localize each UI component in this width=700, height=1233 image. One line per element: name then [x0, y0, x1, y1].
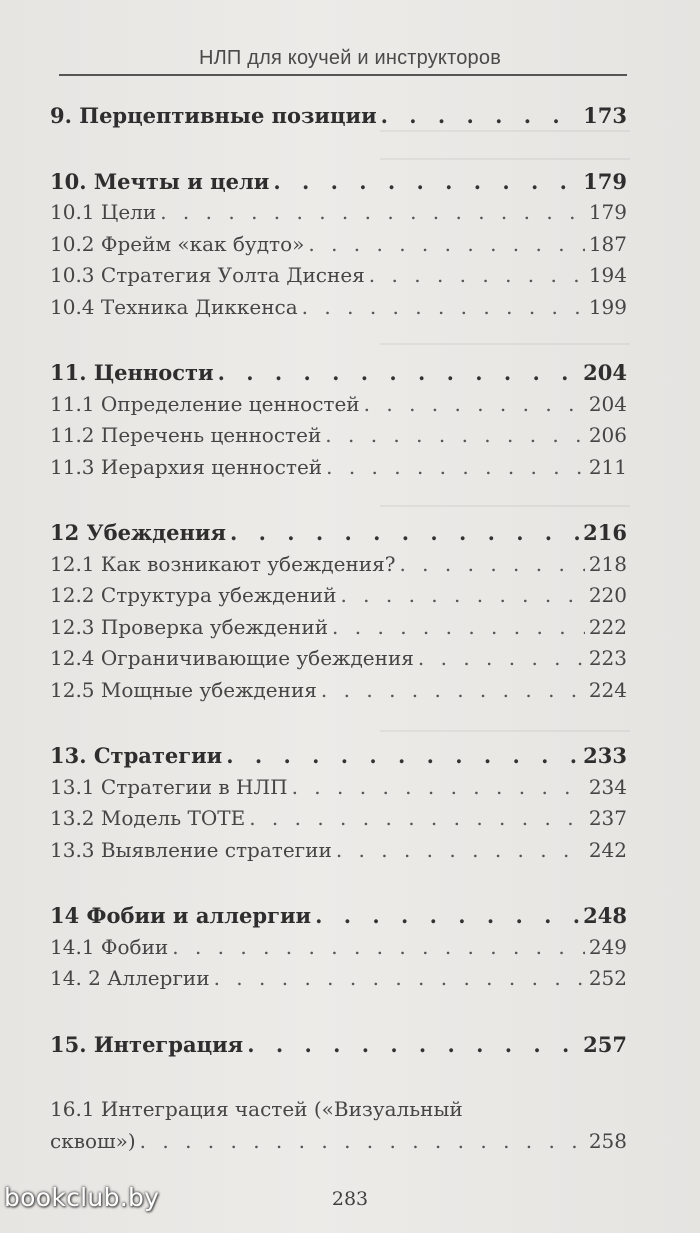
toc-page-number: 216	[583, 520, 627, 545]
toc-entry-title: 12.5 Мощные убеждения	[50, 677, 317, 702]
toc-page-number: 222	[588, 614, 627, 639]
toc-chapter-entry[interactable]	[50, 903, 627, 935]
toc-section-entry[interactable]	[50, 615, 627, 647]
toc-section-entry[interactable]	[50, 423, 627, 455]
toc-chapter-entry[interactable]	[50, 743, 627, 775]
toc-page-number: 258	[588, 1129, 627, 1153]
leader-dots	[399, 552, 584, 576]
toc-entry-title: 10.2 Фрейм «как будто»	[50, 231, 305, 256]
toc-page-number: 237	[588, 806, 627, 830]
toc-section-entry[interactable]	[50, 232, 627, 264]
toc-page-number: 252	[588, 966, 627, 990]
table-of-contents	[50, 103, 627, 1161]
toc-section-entry[interactable]	[50, 935, 627, 967]
toc-page-number: 234	[588, 774, 627, 799]
toc-section-entry[interactable]	[50, 392, 627, 424]
leader-dots	[381, 103, 580, 128]
toc-entry-title-line2: сквош»)	[50, 1129, 136, 1153]
toc-entry-title: 13.2 Модель TOTE	[50, 806, 246, 830]
leader-dots	[332, 615, 585, 639]
toc-entry-title: 11.2 Перечень ценностей	[50, 423, 322, 447]
leader-dots	[364, 392, 585, 416]
toc-page-number: 257	[583, 1031, 627, 1057]
toc-page-number: 199	[588, 294, 627, 319]
leader-dots	[226, 743, 579, 768]
toc-entry-title: 13.1 Стратегии в НЛП	[50, 774, 288, 799]
toc-page-number: 218	[588, 551, 627, 576]
header-rule	[59, 74, 627, 76]
toc-entry-title: 12 Убеждения	[50, 520, 226, 545]
toc-section-entry[interactable]	[50, 552, 627, 584]
leader-dots	[140, 1129, 585, 1153]
toc-section-entry[interactable]	[50, 263, 627, 295]
toc-section-entry[interactable]	[50, 966, 627, 998]
leader-dots	[369, 263, 585, 287]
leader-dots	[308, 232, 584, 256]
toc-entry-title: 11.3 Иерархия ценностей	[50, 454, 323, 479]
toc-entry-title: 14. 2 Аллергии	[50, 966, 210, 990]
toc-page-number: 224	[588, 677, 627, 702]
leader-dots	[292, 775, 585, 799]
leader-dots	[326, 455, 585, 479]
toc-chapter-entry[interactable]	[50, 360, 627, 392]
leader-dots	[249, 806, 585, 830]
toc-entry-title: 14.1 Фобии	[50, 934, 169, 959]
toc-entry-multiline[interactable]	[50, 1097, 627, 1161]
running-head: НЛП для коучей и инструкторов	[198, 47, 502, 69]
leader-dots	[315, 903, 579, 928]
toc-entry-title: 14 Фобии и аллергии	[50, 903, 312, 928]
toc-page-number: 194	[588, 263, 627, 287]
leader-dots	[172, 935, 585, 959]
toc-section-entry[interactable]	[50, 646, 627, 678]
toc-chapter-entry[interactable]	[50, 169, 627, 201]
toc-section-entry[interactable]	[50, 583, 627, 615]
toc-section-entry[interactable]	[50, 678, 627, 710]
toc-page-number: 249	[588, 934, 627, 959]
toc-entry-title: 12.4 Ограничивающие убеждения	[50, 646, 414, 670]
toc-entry-title: 10.3 Стратегия Уолта Диснея	[50, 263, 365, 287]
toc-page-number: 173	[583, 103, 627, 128]
toc-entry-title: 13.3 Выявление стратегии	[50, 837, 332, 862]
page-number: 283	[331, 1188, 369, 1210]
toc-chapter-entry[interactable]	[50, 520, 627, 552]
toc-page-number: 204	[588, 391, 627, 416]
toc-page-number: 223	[588, 646, 627, 670]
toc-entry-title: 12.3 Проверка убеждений	[50, 614, 329, 639]
toc-page-number: 233	[583, 743, 627, 768]
toc-section-entry[interactable]	[50, 775, 627, 807]
toc-page-number: 248	[583, 903, 627, 928]
toc-entry-title: 15. Интеграция	[50, 1031, 244, 1057]
toc-page-number: 179	[583, 168, 627, 194]
toc-entry-title: 11.1 Определение ценностей	[50, 391, 360, 416]
toc-entry-title: 12.2 Структура убеждений	[50, 583, 337, 607]
leader-dots	[340, 583, 584, 607]
toc-entry-title: 9. Перцептивные позиции	[50, 103, 377, 128]
toc-chapter-entry[interactable]	[50, 103, 627, 135]
toc-entry-title-line1: 16.1 Интеграция частей («Визуальный	[50, 1097, 463, 1121]
leader-dots	[160, 200, 585, 224]
toc-chapter-entry[interactable]	[50, 1032, 627, 1064]
toc-entry-title: 13. Стратегии	[50, 743, 223, 768]
toc-section-entry[interactable]	[50, 455, 627, 487]
leader-dots	[336, 838, 585, 862]
toc-page-number: 211	[588, 454, 627, 479]
toc-page-number: 187	[588, 231, 627, 256]
leader-dots	[247, 1032, 579, 1057]
toc-page-number: 220	[588, 583, 627, 607]
toc-entry-title: 10. Мечты и цели	[50, 168, 270, 194]
toc-entry-title: 12.1 Как возникают убеждения?	[50, 551, 396, 576]
toc-section-entry[interactable]	[50, 838, 627, 870]
toc-section-entry[interactable]	[50, 295, 627, 327]
leader-dots	[273, 169, 579, 194]
leader-dots	[418, 646, 585, 670]
toc-page-number: 242	[588, 837, 627, 862]
toc-entry-title: 11. Ценности	[50, 360, 214, 385]
leader-dots	[214, 966, 585, 990]
leader-dots	[302, 295, 585, 319]
toc-entry-title: 10.4 Техника Диккенса	[50, 294, 298, 319]
leader-dots	[230, 520, 579, 545]
watermark-logo: bookclub.by	[4, 1183, 160, 1212]
leader-dots	[321, 678, 585, 702]
toc-page-number: 204	[583, 360, 627, 385]
toc-section-entry[interactable]	[50, 200, 627, 232]
leader-dots	[218, 360, 580, 385]
toc-page-number: 206	[588, 423, 627, 447]
toc-entry-title: 10.1 Цели	[50, 200, 157, 224]
toc-page-number: 179	[588, 200, 627, 224]
toc-section-entry[interactable]	[50, 806, 627, 838]
leader-dots	[325, 423, 585, 447]
